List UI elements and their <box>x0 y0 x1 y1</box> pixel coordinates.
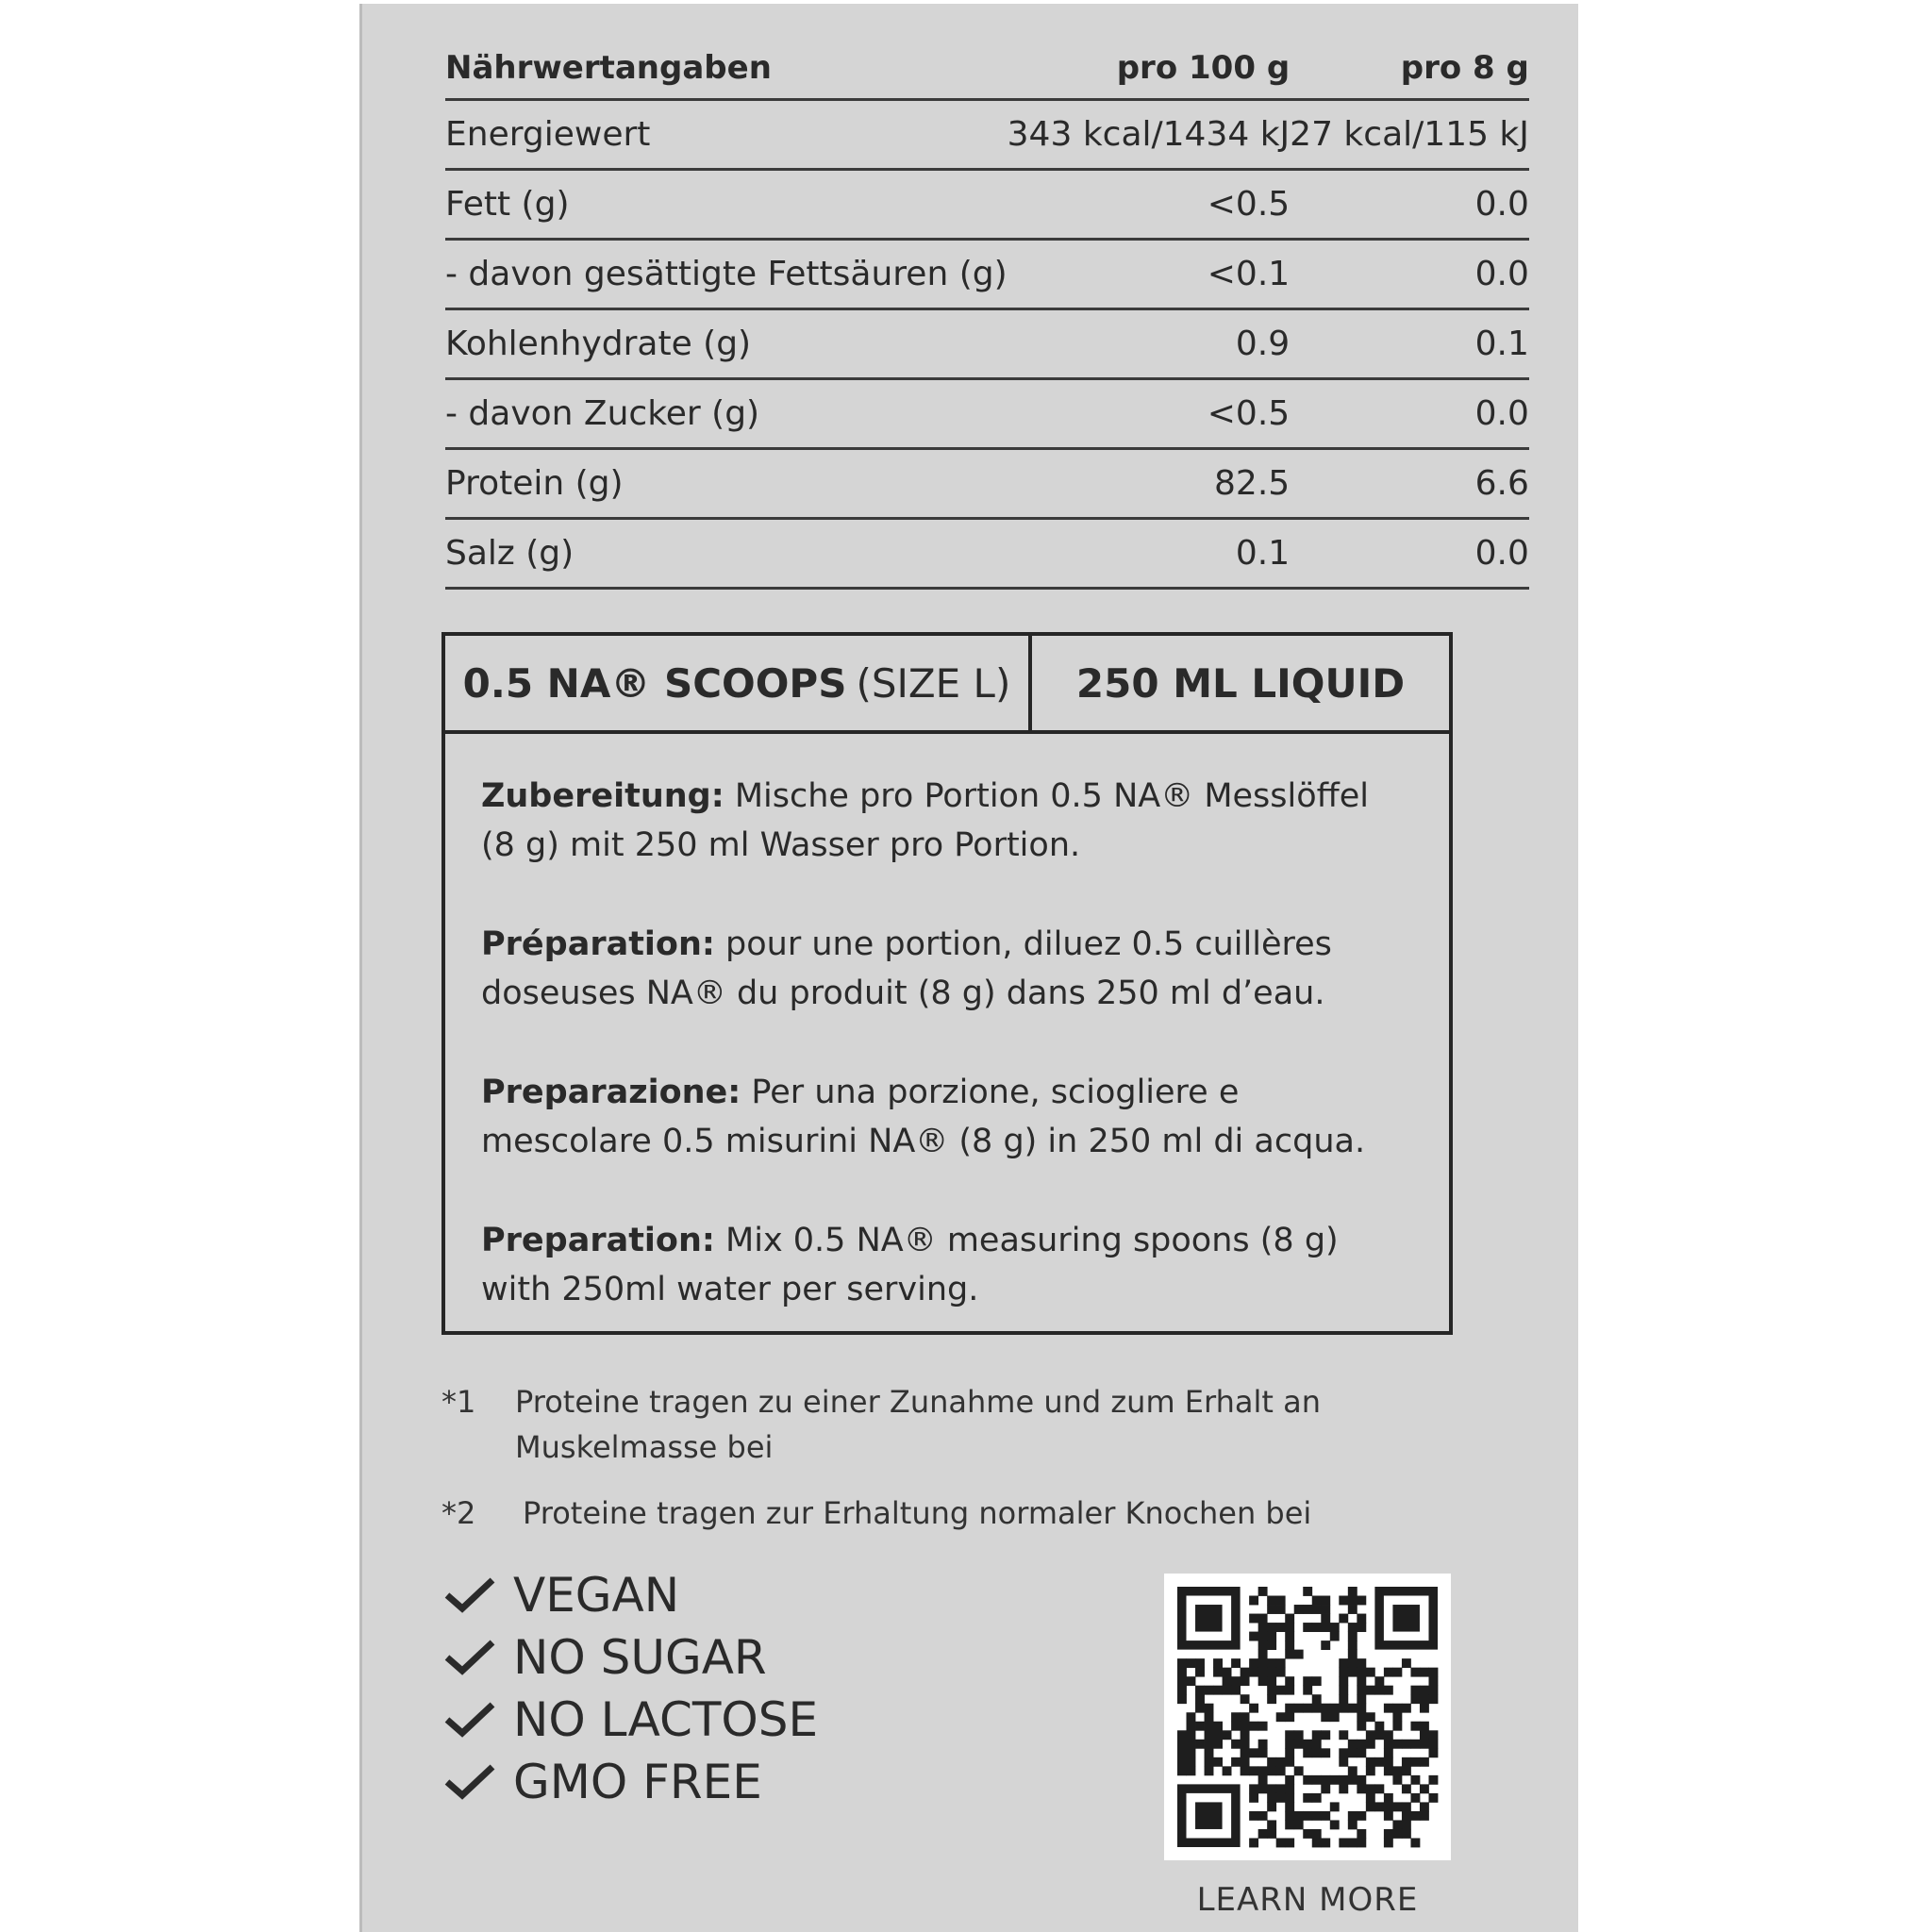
nutrient-per100: 82.5 <box>1008 449 1291 519</box>
nutrient-label: Salz (g) <box>445 519 1008 589</box>
checkmark-icon <box>443 1763 496 1801</box>
table-row <box>445 449 1529 519</box>
footnote-text: Proteine tragen zu einer Zunahme und zum Erhalt an Muskelmasse bei <box>515 1384 1321 1465</box>
preparation-box <box>441 632 1453 1335</box>
nutrient-label: Energiewert <box>445 100 1008 170</box>
nutrient-per100: 0.9 <box>1008 309 1291 379</box>
product-claims <box>443 1564 818 1813</box>
nutrient-per100: <0.5 <box>1008 170 1291 240</box>
claim-item <box>443 1626 818 1689</box>
claim-label: VEGAN <box>513 1568 680 1623</box>
instruction-title: Zubereitung: <box>481 777 724 815</box>
table-row <box>445 379 1529 449</box>
nutrient-label: Protein (g) <box>445 449 1008 519</box>
footnote-mark: *1 <box>441 1384 476 1420</box>
nutrient-per8: 0.0 <box>1290 240 1529 309</box>
nutrient-per8: 0.0 <box>1290 519 1529 589</box>
nutrient-label: - davon gesättigte Fettsäuren (g) <box>445 240 1008 309</box>
table-row <box>445 309 1529 379</box>
nutrient-per100: 0.1 <box>1008 519 1291 589</box>
instruction-title: Préparation: <box>481 925 715 963</box>
qr-code-icon <box>1164 1574 1451 1860</box>
nutrient-per8: 0.1 <box>1290 309 1529 379</box>
claim-item <box>443 1751 818 1813</box>
footnote-mark: *2 <box>441 1495 476 1531</box>
claim-item <box>443 1689 818 1751</box>
nutrient-per100: <0.1 <box>1008 240 1291 309</box>
claim-label: NO SUGAR <box>513 1630 767 1685</box>
nutrition-table <box>445 38 1529 590</box>
instruction-it <box>481 1068 1413 1166</box>
nutrient-per100: <0.5 <box>1008 379 1291 449</box>
instruction-text: Mix 0.5 NA® measuring spoons (8 g) with 250ml water per serving. <box>481 1222 1339 1308</box>
nutrient-label: Kohlenhydrate (g) <box>445 309 1008 379</box>
scoops-amount: 0.5 NA® SCOOPS <box>462 659 847 707</box>
instruction-title: Preparazione: <box>481 1074 741 1111</box>
nutrient-per8: 6.6 <box>1290 449 1529 519</box>
instruction-text: Mische pro Portion 0.5 NA® Messlöffel (8 g) mit 250 ml Wasser pro Portion. <box>481 777 1370 864</box>
nutrient-label: Fett (g) <box>445 170 1008 240</box>
instruction-text: Per una porzione, sciogliere e mescolare 0.5 misurini NA® (8 g) in 250 ml di acqua. <box>481 1074 1366 1160</box>
nutrient-per8: 27 kcal/115 kJ <box>1290 100 1529 170</box>
instruction-fr <box>481 920 1413 1018</box>
preparation-instructions <box>445 734 1449 1314</box>
scoops-size: (SIZE L) <box>856 659 1011 707</box>
footnote-text: Proteine tragen zur Erhaltung normaler Knochen bei <box>523 1495 1312 1531</box>
nutrition-header-label: Nährwertangaben <box>445 38 1008 100</box>
table-row <box>445 170 1529 240</box>
instruction-title: Preparation: <box>481 1222 715 1259</box>
table-row <box>445 100 1529 170</box>
claim-item <box>443 1564 818 1626</box>
scoops-cell <box>445 636 1032 730</box>
nutrient-per8: 0.0 <box>1290 170 1529 240</box>
nutrient-per8: 0.0 <box>1290 379 1529 449</box>
checkmark-icon <box>443 1639 496 1676</box>
checkmark-icon <box>443 1701 496 1739</box>
claim-label: GMO FREE <box>513 1755 762 1809</box>
instruction-de <box>481 772 1413 870</box>
claim-label: NO LACTOSE <box>513 1692 819 1747</box>
checkmark-icon <box>443 1576 496 1614</box>
nutrition-header-row <box>445 38 1529 100</box>
nutrient-label: - davon Zucker (g) <box>445 379 1008 449</box>
instruction-text: pour une portion, diluez 0.5 cuillères doseuses NA® du produit (8 g) dans 250 ml d’eau. <box>481 925 1332 1012</box>
preparation-header <box>445 636 1449 734</box>
table-row <box>445 240 1529 309</box>
nutrient-per100: 343 kcal/1434 kJ <box>1008 100 1291 170</box>
instruction-en <box>481 1216 1413 1314</box>
learn-more-label[interactable]: LEARN MORE <box>1196 1881 1419 1919</box>
qr-code[interactable] <box>1164 1574 1451 1860</box>
nutrition-header-per8: pro 8 g <box>1290 38 1529 100</box>
table-row <box>445 519 1529 589</box>
liquid-cell: 250 ML LIQUID <box>1075 659 1406 707</box>
nutrition-header-per100: pro 100 g <box>1008 38 1291 100</box>
